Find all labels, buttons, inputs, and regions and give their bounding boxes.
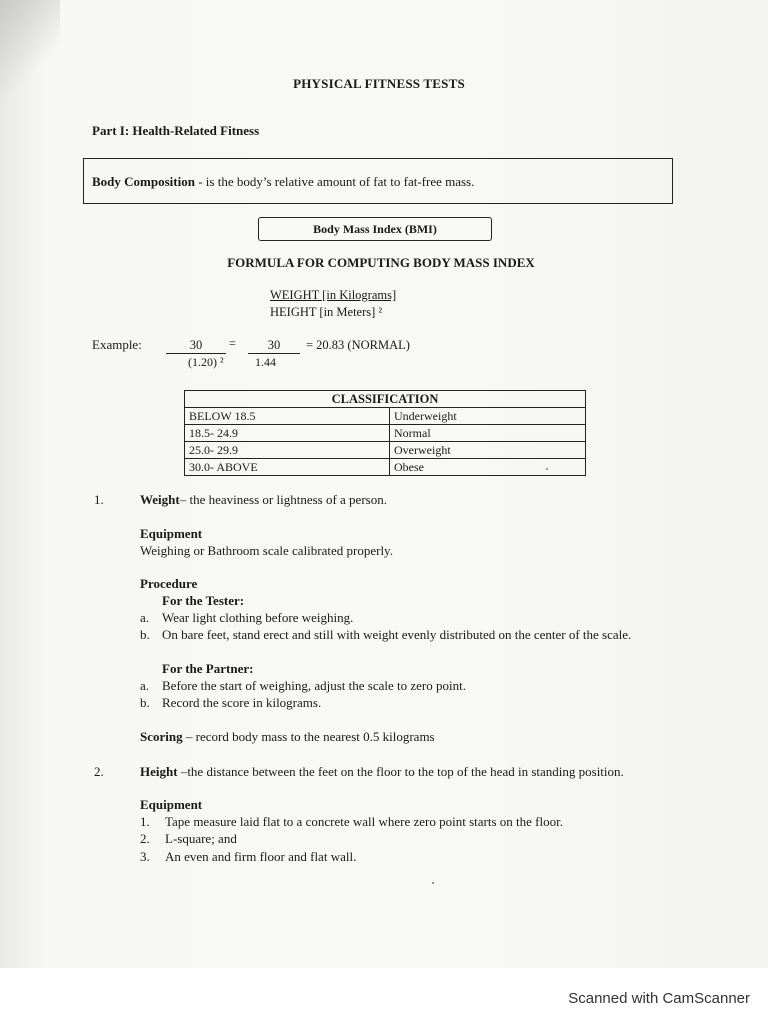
scan-speck bbox=[432, 882, 434, 884]
equipment-item: Tape measure laid flat to a concrete wall where zero point starts on the floor. bbox=[165, 814, 563, 829]
item-2-term: Height bbox=[140, 764, 178, 779]
bmi-range-cell: 18.5- 24.9 bbox=[185, 425, 390, 442]
height-equipment-heading: Equipment bbox=[140, 797, 203, 812]
weight-equipment-heading: Equipment bbox=[140, 526, 203, 541]
tester-heading: For the Tester: bbox=[162, 593, 245, 608]
item-2-definition bbox=[140, 764, 624, 780]
body-composition-term: Body Composition bbox=[92, 174, 195, 189]
table-row bbox=[185, 425, 586, 442]
example-label: Example: bbox=[92, 337, 142, 352]
partner-step-text: Record the score in kilograms. bbox=[162, 695, 322, 710]
partner-heading: For the Partner: bbox=[162, 661, 254, 676]
document-title: PHYSICAL FITNESS TESTS bbox=[293, 76, 465, 91]
example-result: = 20.83 (NORMAL) bbox=[306, 338, 410, 352]
example-equals: = bbox=[229, 336, 236, 350]
example-denominator-2: 1.44 bbox=[255, 355, 276, 369]
bmi-classification-table bbox=[184, 390, 586, 476]
item-1-number: 1. bbox=[94, 492, 104, 507]
partner-step-marker: a. bbox=[140, 678, 150, 693]
bmi-class-cell: Underweight bbox=[390, 408, 586, 425]
item-1-term: Weight bbox=[140, 492, 180, 507]
procedure-heading: Procedure bbox=[140, 576, 198, 591]
tester-step-marker: a. bbox=[140, 610, 150, 625]
bmi-range-cell: 30.0- ABOVE bbox=[185, 459, 390, 476]
example-numerator-1: 30 bbox=[166, 338, 226, 354]
equipment-marker: 2. bbox=[140, 831, 150, 846]
formula-heading: FORMULA FOR COMPUTING BODY MASS INDEX bbox=[227, 255, 535, 270]
item-1-definition bbox=[140, 492, 387, 508]
equipment-item: An even and firm floor and flat wall. bbox=[165, 849, 357, 864]
partner-step-marker: b. bbox=[140, 695, 150, 710]
item-1-text: – the heaviness or lightness of a person. bbox=[179, 492, 387, 507]
bmi-range-cell: BELOW 18.5 bbox=[185, 408, 390, 425]
item-2-number: 2. bbox=[94, 764, 104, 779]
tester-step-marker: b. bbox=[140, 627, 150, 642]
scoring-text: – record body mass to the nearest 0.5 kilograms bbox=[182, 729, 435, 744]
scan-speck bbox=[546, 468, 548, 470]
bmi-class-cell: Normal bbox=[390, 425, 586, 442]
table-row bbox=[185, 442, 586, 459]
bmi-class-cell: Obese bbox=[390, 459, 586, 476]
table-header-row bbox=[185, 391, 586, 408]
page-corner-shadow bbox=[0, 0, 60, 120]
example-denominator-1: (1.20) ² bbox=[188, 355, 224, 369]
example-numerator-2: 30 bbox=[248, 338, 300, 354]
bmi-label-box: Body Mass Index (BMI) bbox=[258, 217, 492, 241]
table-row bbox=[185, 408, 586, 425]
part-heading: Part I: Health-Related Fitness bbox=[92, 123, 260, 138]
partner-step-text: Before the start of weighing, adjust the scale to zero point. bbox=[162, 678, 466, 693]
body-composition-definition bbox=[92, 174, 474, 190]
equipment-marker: 1. bbox=[140, 814, 150, 829]
equipment-item: L-square; and bbox=[165, 831, 237, 846]
scoring-line bbox=[140, 729, 435, 745]
equipment-marker: 3. bbox=[140, 849, 150, 864]
classification-header: CLASSIFICATION bbox=[185, 391, 586, 408]
camscanner-watermark: Scanned with CamScanner bbox=[568, 990, 750, 1007]
bmi-range-cell: 25.0- 29.9 bbox=[185, 442, 390, 459]
table-row bbox=[185, 459, 586, 476]
formula-denominator: HEIGHT [in Meters] ² bbox=[270, 305, 383, 319]
tester-step-text: Wear light clothing before weighing. bbox=[162, 610, 354, 625]
tester-step-text: On bare feet, stand erect and still with weight evenly distributed on the center of the scale. bbox=[162, 627, 632, 642]
formula-numerator: WEIGHT [in Kilograms] bbox=[270, 288, 397, 302]
bmi-class-cell: Overweight bbox=[390, 442, 586, 459]
weight-equipment-text: Weighing or Bathroom scale calibrated properly. bbox=[140, 543, 393, 558]
scoring-term: Scoring bbox=[140, 729, 183, 744]
body-composition-text: - is the body’s relative amount of fat to fat-free mass. bbox=[194, 174, 475, 189]
item-2-text: –the distance between the feet on the floor to the top of the head in standing position. bbox=[177, 764, 624, 779]
